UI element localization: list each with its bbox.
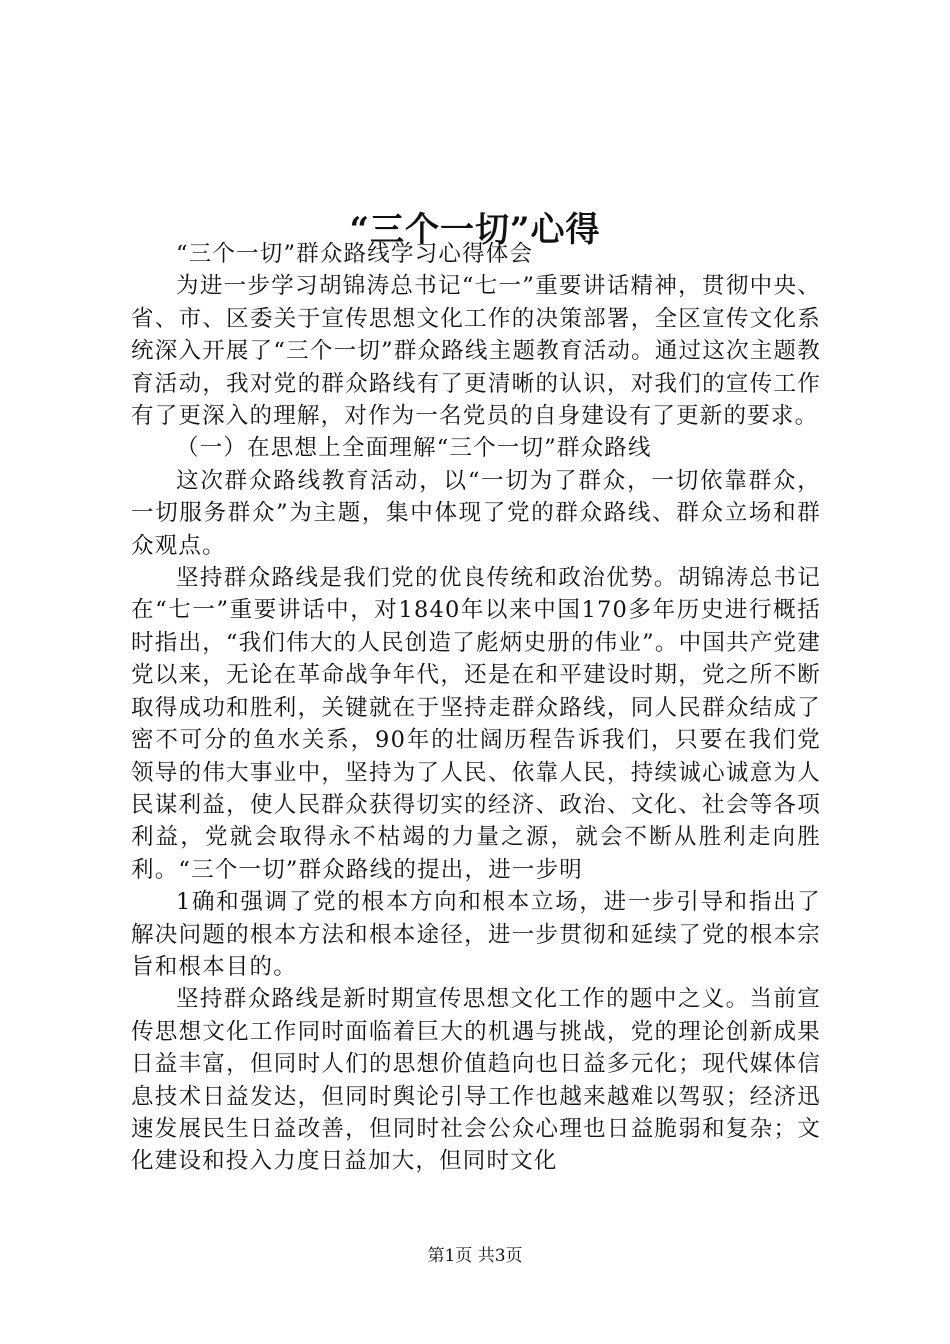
document-body [131, 238, 821, 1178]
paragraph: 为进一步学习胡锦涛总书记“七一”重要讲话精神，贯彻中央、省、市、区委关于宣传思想文化工作的决策部署，全区宣传文化系统深入开展了“三个一切”群众路线主题教育活动。通过这次主题教育活动，我对党的群众路线有了更清晰的认识，对我们的宣传工作有了更深入的理解，对作为一名党员的自身建设有了更新的要求。 [131, 273, 821, 430]
paragraph: 坚持群众路线是新时期宣传思想文化工作的题中之义。当前宣传思想文化工作同时面临着巨大的机遇与挑战，党的理论创新成果日益丰富，但同时人们的思想价值趋向也日益多元化；现代媒体信息技术日益发达，但同时舆论引导工作也越来越难以驾驭；经济迅速发展民生日益改善，但同时社会公众心理也日益脆弱和复杂；文化建设和投入力度日益加大，但同时文化 [131, 986, 821, 1175]
paragraph: 坚持群众路线是我们党的优良传统和政治优势。胡锦涛总书记在“七一”重要讲话中，对1840年以来中国170多年历史进行概括时指出，“我们伟大的人民创造了彪炳史册的伟业”。中国共产党建党以来，无论在革命战争年代，还是在和平建设时期，党之所不断取得成功和胜利，关键就在于坚持走群众路线，同人民群众结成了密不可分的鱼水关系，90年的壮阔历程告诉我们，只要在我们党领导的伟大事业中，坚持为了人民、依靠人民，持续诚心诚意为人民谋利益，使人民群众获得切实的经济、政治、文化、社会等各项利益，党就会取得永不枯竭的力量之源，就会不断从胜利走向胜利。“三个一切”群众路线的提出，进一步明 [131, 565, 821, 883]
document-title: “三个一切”心得 [349, 209, 601, 250]
paragraph: 这次群众路线教育活动，以“一切为了群众，一切依靠群众，一切服务群众”为主题，集中体现了党的群众路线、群众立场和群众观点。 [131, 467, 821, 559]
section-heading: （一）在思想上全面理解“三个一切”群众路线 [176, 435, 652, 462]
paragraph: 1确和强调了党的根本方向和根本立场，进一步引导和指出了解决问题的根本方法和根本途径，进一步贯彻和延续了党的根本宗旨和根本目的。 [131, 889, 821, 980]
page-number-footer: 第1页 共3页 [427, 1246, 523, 1266]
paragraph-intro-heading: “三个一切”群众路线学习心得体会 [176, 241, 534, 267]
